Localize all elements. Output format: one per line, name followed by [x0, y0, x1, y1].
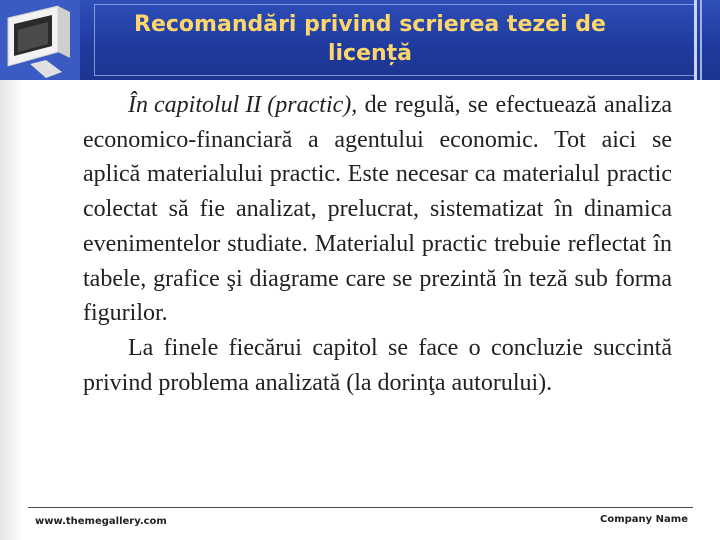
header-divider-secondary	[700, 0, 702, 80]
page-title	[100, 10, 640, 68]
computer-monitor-icon	[0, 0, 80, 80]
title-line-2: licență	[327, 41, 413, 66]
paragraph-2-text: La finele fiecărui capitol se face o concluzie succintă privind problema analizată (la dorinţa autorului).	[83, 334, 672, 396]
header-divider	[694, 0, 697, 80]
paragraph-1-lead: În capitolul II (practic),	[128, 92, 358, 118]
content-body	[83, 88, 672, 400]
title-line-1: Recomandări privind scrierea tezei de	[134, 12, 606, 37]
paragraph-1-indent	[83, 88, 357, 123]
side-stripe	[0, 80, 22, 540]
paragraph-2	[83, 331, 672, 400]
footer-divider	[28, 507, 693, 508]
paragraph-1-text: de regulă, se efectuează analiza economico-financiară a agentului economic. Tot aici se aplică materialului practic. Este necesar ca materialul practic colectat să fie analizat, prelucrat, sistematizat în dinamica evenimentelor studiate. Materialul practic trebuie reflectat în tabele, grafice şi diagrame care se prezintă în teză sub forma figurilor.	[83, 92, 672, 327]
paragraph-1	[83, 88, 672, 331]
footer-company: Company Name	[600, 514, 688, 525]
footer-website: www.themegallery.com	[35, 516, 167, 527]
